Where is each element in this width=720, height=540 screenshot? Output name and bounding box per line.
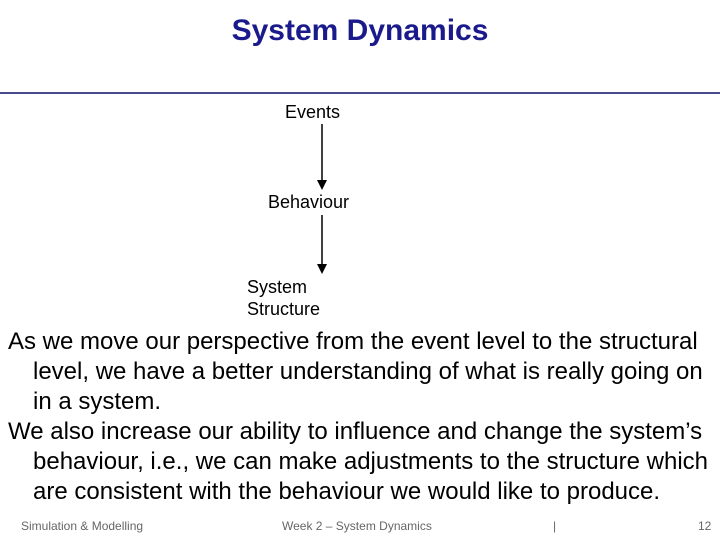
- level-behaviour-label: Behaviour: [268, 192, 350, 212]
- level-system-structure-label: [247, 276, 320, 320]
- level-events-label: Events: [285, 102, 341, 122]
- level-system-structure-line2: Structure: [247, 299, 321, 319]
- arrowhead-behaviour-to-structure: [317, 264, 327, 274]
- level-system-structure-line1: System: [247, 277, 308, 297]
- slide-title: System Dynamics: [231, 14, 489, 47]
- slide-body: [8, 327, 713, 507]
- body-paragraph: As we move our perspective from the event level to the structural level, we have a better understanding of what is really going on in a system.: [8, 328, 703, 415]
- footer-page-number: 12: [698, 519, 712, 533]
- body-paragraph: We also increase our ability to influence and change the system’s behaviour, i.e., we can make adjustments to the structure which are consistent with the behaviour we would like to produce.: [8, 418, 709, 505]
- footer-separator: |: [553, 519, 557, 533]
- footer-lecture-title: Week 2 – System Dynamics: [282, 519, 432, 533]
- arrowhead-events-to-behaviour: [317, 180, 327, 190]
- footer-course-title: Simulation & Modelling: [21, 519, 144, 533]
